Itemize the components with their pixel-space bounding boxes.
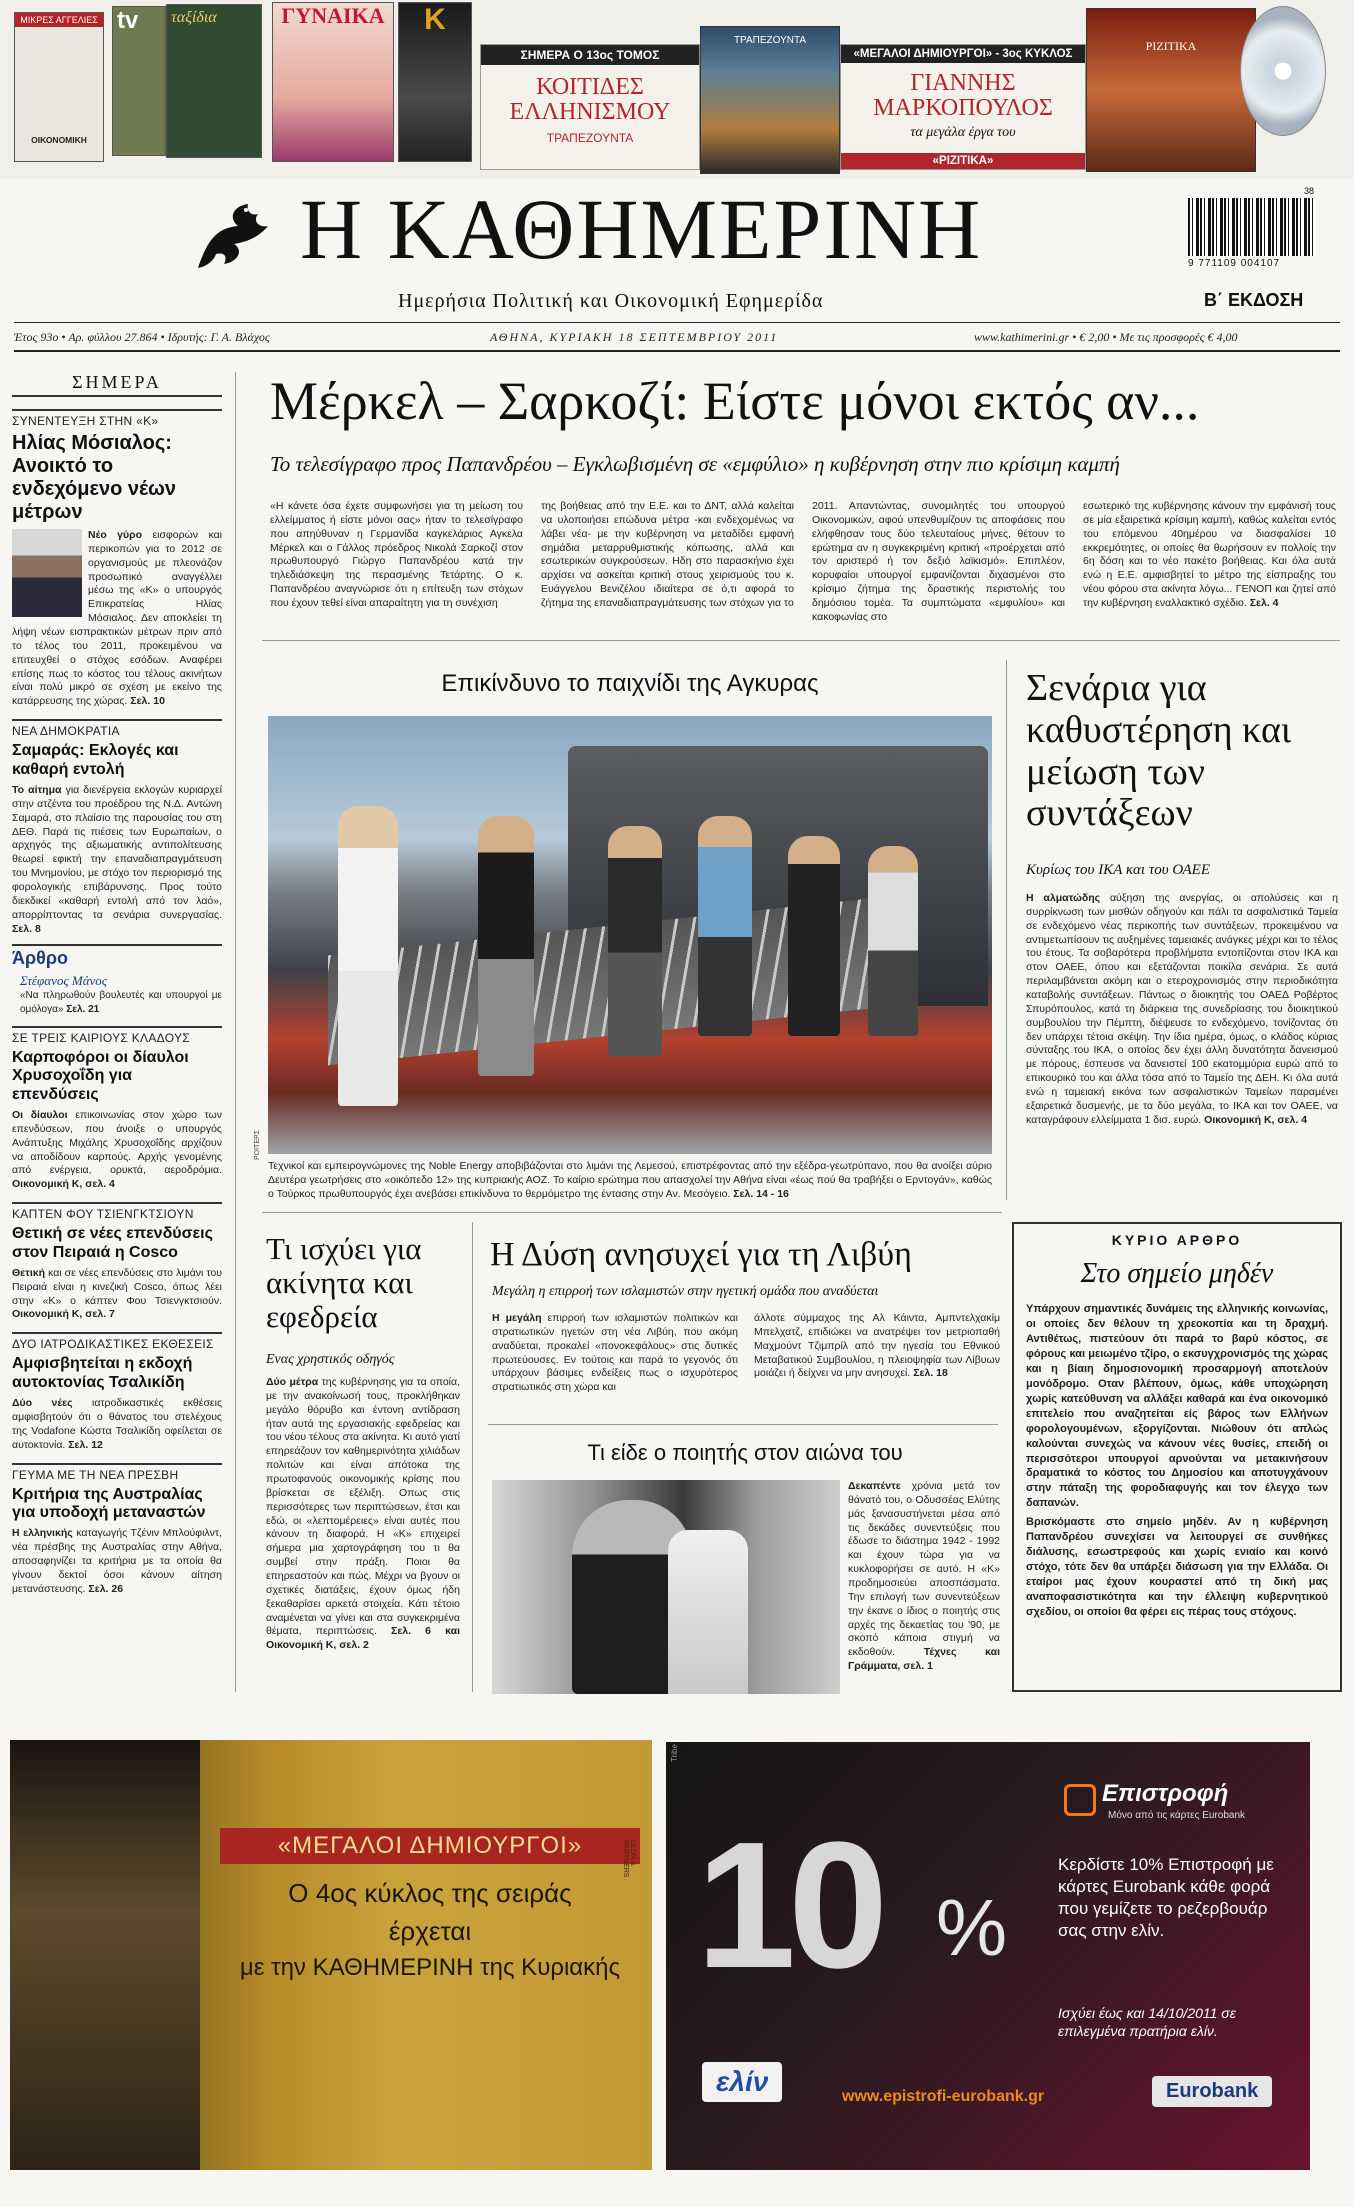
promo-label: ΣΗΜΕΡΑ Ο 13ος ΤΟΜΟΣ [481,45,699,65]
magazine-cover [398,2,472,162]
date: ΑΘΗΝΑ, ΚΥΡΙΑΚΗ 18 ΣΕΠΤΕΜΒΡΙΟΥ 2011 [490,330,779,344]
caption-text: Τεχνικοί και εμπειρογνώμονες της Noble Energy αποβιβάζονται στο λιμάνι της Λεμεσού, επιστρέφοντας από την εξέδρα-γεωτρύπανο, που θα ανοίξει αύριο Δευτέρα γεωτρήσεις στο «οικόπεδο 12» της κυπριακής ΑΟΖ. Το καίριο ερώτημα που απασχολεί την Αθήνα είναι «έως πού θα τραβήξει ο Ερντογάν», καθώς ο Τούρκος πρωθυπουργός έχει ανεβάσει επικίνδυνα το θερμόμετρο της έντασης στην Αν. Μεσόγειο. [268,1160,992,1200]
libya-rule [488,1424,998,1425]
left-column [12,372,222,1597]
info-line: Έτος 93ο • Αρ. φύλλου 27.864 • Ιδρυτής: Γ. Α. Βλάχος ΑΘΗΝΑ, ΚΥΡΙΑΚΗ 18 ΣΕΠΤΕΜΒΡΙΟΥ 2011 www.kathimerini.gr • € 2,00 • Με τις προσφορές € 4,00 [14,330,1238,344]
price-block: www.kathimerini.gr • € 2,00 • Με τις προσφορές € 4,00 [974,330,1238,344]
story-lead: Η ελληνικής [12,1527,73,1540]
founder: Ιδρυτής: Γ. Α. Βλάχος [167,330,270,344]
ad-line-3: με την ΚΑΘΗΜΕΡΙΝΗ της Κυριακής [239,1954,621,1981]
edition-label: Β΄ ΕΚΔΟΣΗ [1204,290,1304,310]
website[interactable]: www.kathimerini.gr [974,330,1070,344]
story-ref: Σελ. 26 [88,1582,124,1595]
libya-col-1: επιρροή των ισλαμιστών πολιτικών και στρατιωτικών ηγετών στη νέα Λιβύη, που ακόμη αναδύεται, προκαλεί «πονοκεφάλους» στις δυτικές πρωτεύουσες. Εν τούτοις και παρά το γεγονός ότι υπάρχουν βάσιμες ενδείξεις πως ο ισχυρότερος στρατιωτικός στη χώρα και [492,1312,738,1394]
arthro-box[interactable] [12,944,222,1015]
ad-big-number: 10 [696,1805,881,2006]
photo-person [868,846,918,1036]
story-body: για διενέργεια εκλογών κυριαρχεί στην ατζέντα του προέδρου της Ν.Δ. Αντώνη Σαμαρά, στο πλαίσιο της παρουσίας του στη ΔΕΘ. Παρά τις πιέσεις των Ευρωπαίων, ο αρχηγός της αξιωματικής αντιπολίτευσης θεωρεί εφικτή την επαναδιαπραγμάτευση του Μνημονίου, με στόχο τον περιορισμό της φορολογικής επιβάρυνσης. Προς τούτο διεκδικεί «καθαρή εντολή από τον λαό», απορρίπτοντας τα σενάρια συνεργασίας. [12,783,222,921]
poet-photo [492,1480,840,1694]
ad-percent: % [936,1883,1008,1972]
barcode-issue: 38 [1304,186,1315,196]
masthead-subtitle: Ημερήσια Πολιτική και Οικονομική Εφημερίδα [398,290,824,312]
ad-elin-logo: ελίν [702,2062,782,2102]
story-headline: Ηλίας Μόσιαλος: Ανοικτό το ενδεχόμενο νέων μέτρων [12,432,177,523]
ad-line-1: Ο 4ος κύκλος της σειράς [288,1878,572,1908]
price: € 2,00 [1079,330,1110,344]
masthead-rule [14,322,1340,323]
magazine-title: ΟΙΚΟΝΟΜΙΚΗ [31,135,87,145]
lead-col-2: της βοήθειας από την Ε.Ε. και το ΔΝΤ, αλλά καλείται να υλοποιήσει επώδυνα μέτρα -και ενδεχομένως να λάβει νέα- με την κυβέρνηση να μεταδίδει εμφανή σημάδια μεταρρυθμιστικής κόπωσης, αλλά και εσωτερικών συγκρούσεων. Ηδη στο παρασκήνιο έχει αρχίσει να ασκείται κριτική στους χειρισμούς του κ. Ευάγγελου Βενιζέλου ιδιαίτερα σε ό,τι αφορά το ζήτημα της επαναδιαπραγμάτευσης των στόχων για το [541,500,794,610]
ad-text-1: Κερδίστε 10% Επιστροφή με κάρτες Eurobank κάθε φορά που γεμίζετε το ρεζερβουάρ σας στην ελίν. [1058,1855,1274,1941]
story-kicker: ΝΕΑ ΔΗΜΟΚΡΑΤΙΑ [12,719,222,738]
arthro-author: Στέφανος Μάνος [20,973,108,989]
photo-person [608,826,662,1056]
lead-ref: Σελ. 4 [1249,597,1279,610]
magazine-cover [112,6,166,156]
cd-cover[interactable] [1086,8,1256,172]
promo-sub: ΤΡΑΠΕΖΟΥΝΤΑ [546,131,634,146]
story-samaras[interactable] [12,719,222,936]
editorial-headline: Στο σημείο μηδέν [1080,1258,1274,1289]
book-cover[interactable] [700,26,840,174]
story-kicker: ΣΥΝΕΝΤΕΥΞΗ ΣΤΗΝ «Κ» [12,409,222,428]
promo-box-koitides[interactable] [480,44,700,170]
pensions-body [1026,892,1338,1128]
story-headline: Θετική σε νέες επενδύσεις στον Πειραιά η Cosco [12,1225,213,1261]
realestate-body [266,1376,460,1653]
story-lead: Νέο γύρο [88,529,143,541]
ad-eurobank-epistrofi[interactable] [666,1742,1310,2170]
magazine-title: tv [117,7,139,34]
mosialos-photo [12,529,82,617]
poet-lead: Δεκαπέντε [848,1480,901,1492]
ad-megaloi-dimiourgoi[interactable] [10,1740,652,2170]
poet-body [848,1480,1000,1674]
lead-col-3: 2011. Απαντώντας, συνομιλητές του υπουργού Οικονομικών, αφού υπενθυμίζουν τις αποφάσεις που ελήφθησαν τους δύο τελευταίους μήνες, θέτουν το ερώτημα αν η συγκεκριμένη κριτική «προέρχεται από τον αριστερό ή τον δεξιό λαϊκισμό». Επιπλέον, κορυφαίοι υπουργοί εμφανίζονται διχασμένοι στο κρίσιμο ζήτημα της δραστικής περιστολής του δημόσιου τομέα. Τα συμπτώματα «εμφυλίου» και κακοφωνίας στο [812,500,1065,623]
libya-col-2: άλλοτε σύμμαχος της Αλ Κάιντα, Αμπντελχακίμ Μπελχατζ, επιδιώκει να ανατρέψει τον μετριοπαθή Μαχμούντ Τζιμπρίλ από την ηγεσία του Εθνικού Μεταβατικού Συμβουλίου, η πλειοψηφία των Λίβυων μοιάζει ή δείχνει να μην ανησυχεί. [754,1312,1000,1380]
photo-credit: ΡΟΙΤΕΡΣ [254,1130,261,1160]
left-column-rule [235,372,236,1692]
lead-rule [262,640,1340,641]
promo-strip [0,0,1354,178]
lead-photo [268,716,992,1154]
libya-body [492,1312,1000,1395]
ad-url[interactable]: www.epistrofi-eurobank.gr [842,2088,1045,2105]
story-mosialos[interactable] [12,409,222,709]
realestate-text: της κυβέρνησης για τα οποία, με την ανακοίνωσή τους, προκλήθηκαν μεγάλο θόρυβο και έντονη αντίδραση ήταν αυτά της εργασιακής εφεδρείας και του νέου τέλους στα ακίνητα. Κι αυτό γιατί επηρεάζουν τον καθημερινότητα χιλιάδων πολιτών και είναι απότοκα της πρωτοφανούς οικονομικής κρίσης που βρίσκεται σε εξέλιξη. Οπως στις περισσότερες των περιπτώσεων, έτσι και εδώ, οι «λεπτομέρειες» είναι αυτές που κάνουν τη διαφορά. Η «Κ» επιχειρεί σήμερα μια χαρτογράφηση του τι θα συμβεί στην πράξη. Ποιοι θα επηρεαστούν και πώς. Μέχρι να βγουν οι σχετικές διατάξεις, έχουν όμως ήδη ξεκαθαρίσει αρκετά στοιχεία. Κάτι τέτοιο αναμένεται να γίνει και στα συγκεκριμένα θέματα, περιπτώσεις. [266,1376,460,1638]
logo-bird-icon [188,198,278,278]
price-extra: Με τις προσφορές € 4,00 [1119,330,1238,344]
pensions-headline[interactable]: Σενάρια για καθυστέρηση και μείωση των συντάξεων [1026,667,1292,835]
libya-lead: Η μεγάλη [492,1312,542,1324]
poet-shirt [668,1530,748,1694]
story-lead: Οι δίαυλοι [12,1108,68,1121]
story-kicker: ΔΥΟ ΙΑΤΡΟΔΙΚΑΣΤΙΚΕΣ ΕΚΘΕΣΕΙΣ [12,1332,222,1351]
editorial-body-2: Βρισκόμαστε στο σημείο μηδέν. Αν η κυβέρνηση Παπανδρέου συνεχίσει να λειτουργεί σε συνθήκες διάλυσης, εσωστρεφούς και χωρίς ενιαίο και κοινό στόχο, τότε δεν θα υπάρξει διάσωση για την Ελλάδα. Οι εταίροι μας έχουν κουραστεί από τη δική μας αναποφασιστικότητα και την έλλειψη κυβερνητικού σχεδίου, οι οποίοι θα φέρει εις πέρας τους στόχους. [1026,1516,1328,1619]
caption-ref: Σελ. 14 - 16 [733,1187,789,1200]
poet-headline[interactable]: Τι είδε ο ποιητής στον αιώνα του [587,1440,903,1465]
story-kicker: ΚΑΠΤΕΝ ΦΟΥ ΤΣΙΕΝΓΚΤΣΙΟΥΝ [12,1202,222,1221]
today-label: ΣΗΜΕΡΑ [12,372,222,397]
photo-person [338,806,398,1106]
magazine-title: ΓΥΝΑΙΚΑ [281,3,385,28]
promo-script: τα μεγάλα έργα του [910,125,1016,141]
pensions-ref: Οικονομική Κ, σελ. 4 [1204,1113,1308,1126]
story-body: καταγωγής Τζένιν Μπλούφιλντ, νέα πρέσβης της Αυστραλίας στην Αθήνα, αποσαφηνίζει τα κριτήρια με τα οποία θα γίνουν δεκτοί όσοι κάνουν αίτηση μετανάστευσης. [12,1527,223,1595]
story-body: εισφορών και περικοπών για το 2012 σε οργανισμούς με πλεονάζον προσωπικό αναγγέλλει μέσω της «Κ» ο υπουργός Επικρατείας Ηλίας Μόσιαλος. Δεν αποκλείει τη λήψη νέων εισπρακτικών μέτρων πριν από το τέλος του 2011, προκειμένου να επιτευχθεί ο στόχος εσόδων. Αναφέρει επίσης πως το κόστος του τέλους ακινήτων είναι πολύ μικρό σε σχέση με εκείνο της κατάρρευσης της χώρας. [12,529,222,708]
cd-title: ΡΙΖΙΤΙΚΑ [1145,39,1197,53]
arthro-ref: Σελ. 21 [66,1003,100,1015]
story-headline: Καρποφόροι οι δίαυλοι Χρυσοχοΐδη για επενδύσεις [12,1048,189,1103]
story-lead: Το αίτημα [12,783,62,796]
photo-person [698,816,752,1036]
realestate-ref: Σελ. 6 και Οικονομική Κ, σελ. 2 [266,1625,460,1652]
editorial-body: Υπάρχουν σημαντικές δυνάμεις της ελληνικής κοινωνίας, οι οποίες δεν θέλουν τη χρεοκοπία και τη δραχμή. Αντιθέτως, πιστεύουν ότι παρά το βαρύ κόστος, σε φόρους και μειωμένο τζίρο, ο εκσυγχρονισμός της χώρας και η βίαιη δημοσιονομική προσαρμογή αποτελούν μονόδρομο. Οταν βλέπουν, όμως, κάθε υποχώρηση χωρίς κατεύθυνση να αλλάξει καθαρά και ένα οικονομικό επιτελείο που αναζητείται είς βάρος των Ελλήνων φορολογουμένων, εξοργίζονται. Νιώθουν ότι απλώς καλούνται συνεχώς να κάνουν νέες θυσίες, επειδή οι περισσότεροι υπουργοί αρνούνται να μετακινήσουν δραματικά το κόστος του Δημοσίου και αποτυγχάνουν στην πάταξη της φοροδιαφυγής και τον έλεγχο των δαπανών. [1026,1303,1328,1510]
magazine-cover [272,2,394,162]
story-lead: Δύο νέες [12,1397,73,1410]
lead-col-1: «Η κάνετε όσα έχετε συμφωνήσει για τη μείωση του ελλείμματος ή είστε μόνοι σας» ήταν το τελεσίγραφο που απηύθυναν η Γερμανίδα καγκελάριος Αγκελα Μέρκελ και ο Γάλλος πρόεδρος Νικολά Σαρκοζί στον πρωθυπουργό Γιώργο Παπανδρέου κατά την τηλεδιάσκεψη της περασμένης Τετάρτης. Ο κ. Παπανδρέου αναγνώρισε ότι η επίτευξη των στόχων που έχουν τεθεί είναι απαραίτητη για τη συνέχιση [270,500,523,610]
lead-deck: Το τελεσίγραφο προς Παπανδρέου – Εγκλωβισμένη σε «εμφύλιο» η κυβέρνηση στην πιο κρίσιμη καμπή [270,452,1120,476]
story-chrysochoidis[interactable] [12,1026,222,1192]
magazine-cover [166,4,262,158]
libya-headline[interactable]: Η Δύση ανησυχεί για τη Λιβύη [490,1236,912,1273]
promo-box-markopoulos[interactable] [840,44,1086,170]
story-lead: Θετική [12,1266,46,1279]
lead-headline[interactable]: Μέρκελ – Σαρκοζί: Είστε μόνοι εκτός αν... [270,371,1200,431]
story-kicker: ΣΕ ΤΡΕΙΣ ΚΑΙΡΙΟΥΣ ΚΛΑΔΟΥΣ [12,1026,222,1045]
libya-deck: Μεγάλη η επιρροή των ισλαμιστών στην ηγετική ομάδα που αναδύεται [492,1284,879,1299]
story-tsalikidis[interactable] [12,1332,222,1452]
lead-body [270,500,1336,630]
mid-rule [262,1212,1002,1213]
photo-caption [268,1160,992,1202]
poet-text: χρόνια μετά τον θάνατό του, ο Οδυσσέας Ελύτης μάς ξανασυστήνεται μέσα από τις δεκάδες συνεντεύξεις που έδωσε το διάστημα 1942 - 1992 και έχουν τώρα για να κυκλοφορήσει σε αυτό. Η «Κ» προδημοσιεύει αποσπάσματα. Την επιλογή των συνεντεύξεων την έκανε ο ίδιος ο ποιητής στις αρχές της δεκαετίας του '90, με σκοπό κάποια στιγμή να εκδοθούν. [848,1480,1001,1659]
realestate-deck: Ενας χρηστικός οδηγός [266,1352,395,1367]
promo-label: «ΜΕΓΑΛΟΙ ΔΗΜΙΟΥΡΓΟΙ» - 3ος ΚΥΚΛΟΣ [841,45,1085,63]
arthro-label: Άρθρο [12,948,68,969]
story-headline: Κριτήρια της Αυστραλίας για υποδοχή μεταναστών [12,1485,206,1521]
magazine-cover [14,12,104,162]
masthead-title: Η ΚΑΘΗΜΕΡΙΝΗ [300,181,983,277]
ad-brand: Επιστροφή [1102,1780,1229,1807]
realestate-headline[interactable]: Τι ισχύει για ακίνητα και εφεδρεία [266,1231,422,1335]
photo-person [478,816,534,1076]
poet-ref: Τέχνες και Γράμματα, σελ. 1 [848,1646,1000,1673]
magazine-title: ταξίδια [171,9,217,26]
editorial-box[interactable] [1012,1222,1342,1692]
year: Έτος 93ο [14,330,59,344]
pensions-text: αύξηση της ανεργίας, οι απολύσεις και η συρρίκνωση των μισθών οδηγούν και πάλι τα ασφαλιστικά Ταμεία σε ενδεχόμενο νέας περικοπής των συντάξεων, προκειμένου να αντιμετωπίσουν τις αυξημένες ταμειακές ανάγκες μέχρι και το τέλος του έτους. Τα σοβαρότερα προβλήματα εντοπίζονται στον ΙΚΑ και στον ΟΑΕΕ, όπου και εξετάζονται ποικίλα σενάρια. Σε αυτά περιλαμβάνεται ακόμη και ο ετεροχρονισμός στην περιοδικότητα καταβολής συντάξεων. Πάντως ο διοικητής του ΟΑΕΔ Ροβέρτος Σπυρόπουλος, κατά τη διάρκεια της συνεδρίασης του διοικητικού συμβουλίου την Πέμπτη, διέψευσε το ενδεχόμενο, τονίζοντας ότι δεν υπάρχει τέτοια σκέψη. Την ίδια ημέρα, όμως, ο κλάδος κύριας σύνταξης του ΙΚΑ, ο οποίος δεν έχει άλλη δυνατότητα δανεισμού με πόρους, έσπευσε να δανειστεί 100 εκατομμύρια ευρώ από το επικουρικό του και άλλα τόσα από το Ταμείο της ΔΕΗ. Κι όλα αυτά ενώ η ταμειακή εικόνα των ασφαλιστικών Ταμείων παραμένει εξαιρετικά δυσμενής, με τα δύο μεγάλα, το ΙΚΑ και τον ΟΑΕΕ, να καταγράφουν ελλείμματα 1 δισ. ευρώ. [1026,892,1339,1126]
editorial-label: ΚΥΡΙΟ ΑΡΘΡΟ [1111,1232,1243,1248]
photo-person [788,836,840,1036]
magazine-title: ΜΙΚΡΕΣ ΑΓΓΕΛΙΕΣ [15,13,103,27]
realestate-lead: Δύο μέτρα [266,1376,319,1388]
cd-disc [1240,6,1326,136]
photo-column-rule [1006,660,1007,1200]
ad-tag: «ΜΕΓΑΛΟΙ ΔΗΜΙΟΥΡΓΟΙ» [220,1828,640,1864]
pensions-deck: Κυρίως του ΙΚΑ και του ΟΑΕΕ [1026,862,1210,878]
story-headline: Αμφισβητείται η εκδοχή αυτοκτονίας Τσαλικίδη [12,1355,193,1391]
ad-portrait [10,1740,200,2170]
promo-main: ΓΙΑΝΝΗΣ ΜΑΡΚΟΠΟΥΛΟΣ [873,70,1053,122]
arthro-title: «Να πληρωθούν βουλευτές και υπουργοί με ομόλογα» [20,990,222,1015]
realestate-rule [472,1222,473,1692]
promo-main: ΚΟΙΤΙΔΕΣ ΕΛΛΗΝΙΣΜΟΥ [509,74,671,126]
info-rule [14,350,1340,352]
ad-tribe: Tribe [670,1744,679,1762]
ad-eurobank-logo: Eurobank [1152,2076,1272,2107]
story-kicker: ΓΕΥΜΑ ΜΕ ΤΗ ΝΕΑ ΠΡΕΣΒΗ [12,1463,222,1482]
story-ref: Σελ. 10 [130,695,165,708]
promo-sub: «ΡΙΖΙΤΙΚΑ» [841,153,1085,169]
masthead [0,178,1354,328]
story-body: και σε νέες επενδύσεις στο λιμάνι του Πειραιά είναι η κινεζική Cosco, όπως λέει στην «Κ» ο κάπτεν Φου Τσιενγκτσιούν. [12,1266,222,1307]
story-body: ιατροδικαστικές εκθέσεις αμφισβητούν ότι ο θάνατος του στελέχους της Vodafone Κώστα Τσαλικίδη οφείλεται σε αυτοκτονία. [12,1397,223,1451]
libya-ref: Σελ. 18 [913,1367,948,1380]
ad-credit: LEON & PARTNERS [622,1840,636,1878]
story-ref: Σελ. 8 [12,922,41,935]
story-headline: Σαμαράς: Εκλογές και καθαρή εντολή [12,742,179,778]
lead-col-4: εσωτερικό της κυβέρνησης κάνουν την εμφάνισή τους σε μία εξαιρετικά κρίσιμη καμπή, καθώς καλείται εντός του επόμενου 40ημέρου να διασφαλίσει 10 εκκρεμότητες, οι οποίες θα θωρήσουν εν πολλοίς την 6η δόση και το νέο πακέτο βοήθειας. Και όλα αυτά ενώ η Ε.Ε. αμφισβητεί το μέτρο της είσπραξης του νέου φόρου στα ακίνητα λόγω... ΓΕΝΟΠ και ζητεί από την κυβέρνηση εναλλακτικό σχέδιο. [1083,500,1336,610]
ad-text-2: Ισχύει έως και 14/10/2011 σε επιλεγμένα πρατήρια ελίν. [1058,2005,1236,2040]
story-body: επικοινωνίας στον χώρο των επενδύσεων, που άνοιξε ο υπουργός Ανάπτυξης Μιχάλης Χρυσοχοΐδης αρχίζουν να αποδίδουν καρπούς. Αρχής γενομένης από ενέργεια, ορυκτά, αεροδρόμια. [12,1108,222,1177]
book-title: ΤΡΑΠΕΖΟΥΝΤΑ [733,35,807,46]
story-ref: Σελ. 12 [68,1438,103,1451]
barcode [1188,198,1316,256]
ad-brand-sub: Μόνο από τις κάρτες Eurobank [1108,1810,1246,1821]
story-ref: Οικονομική Κ, σελ. 7 [12,1308,115,1321]
magazine-title: K [424,3,446,36]
story-australia[interactable] [12,1463,222,1597]
ad-line-2: έρχεται [388,1916,472,1946]
barcode-number: 9 771109 004107 [1188,258,1281,269]
issue-number: Αρ. φύλλου 27.864 [68,330,158,344]
epistrofi-logo-icon [1064,1784,1096,1816]
story-cosco[interactable] [12,1202,222,1322]
pensions-lead: Η αλματώδης [1026,892,1101,904]
photo-headline[interactable]: Επικίνδυνο το παιχνίδι της Αγκυρας [441,670,819,697]
story-ref: Οικονομική Κ, σελ. 4 [12,1178,115,1191]
